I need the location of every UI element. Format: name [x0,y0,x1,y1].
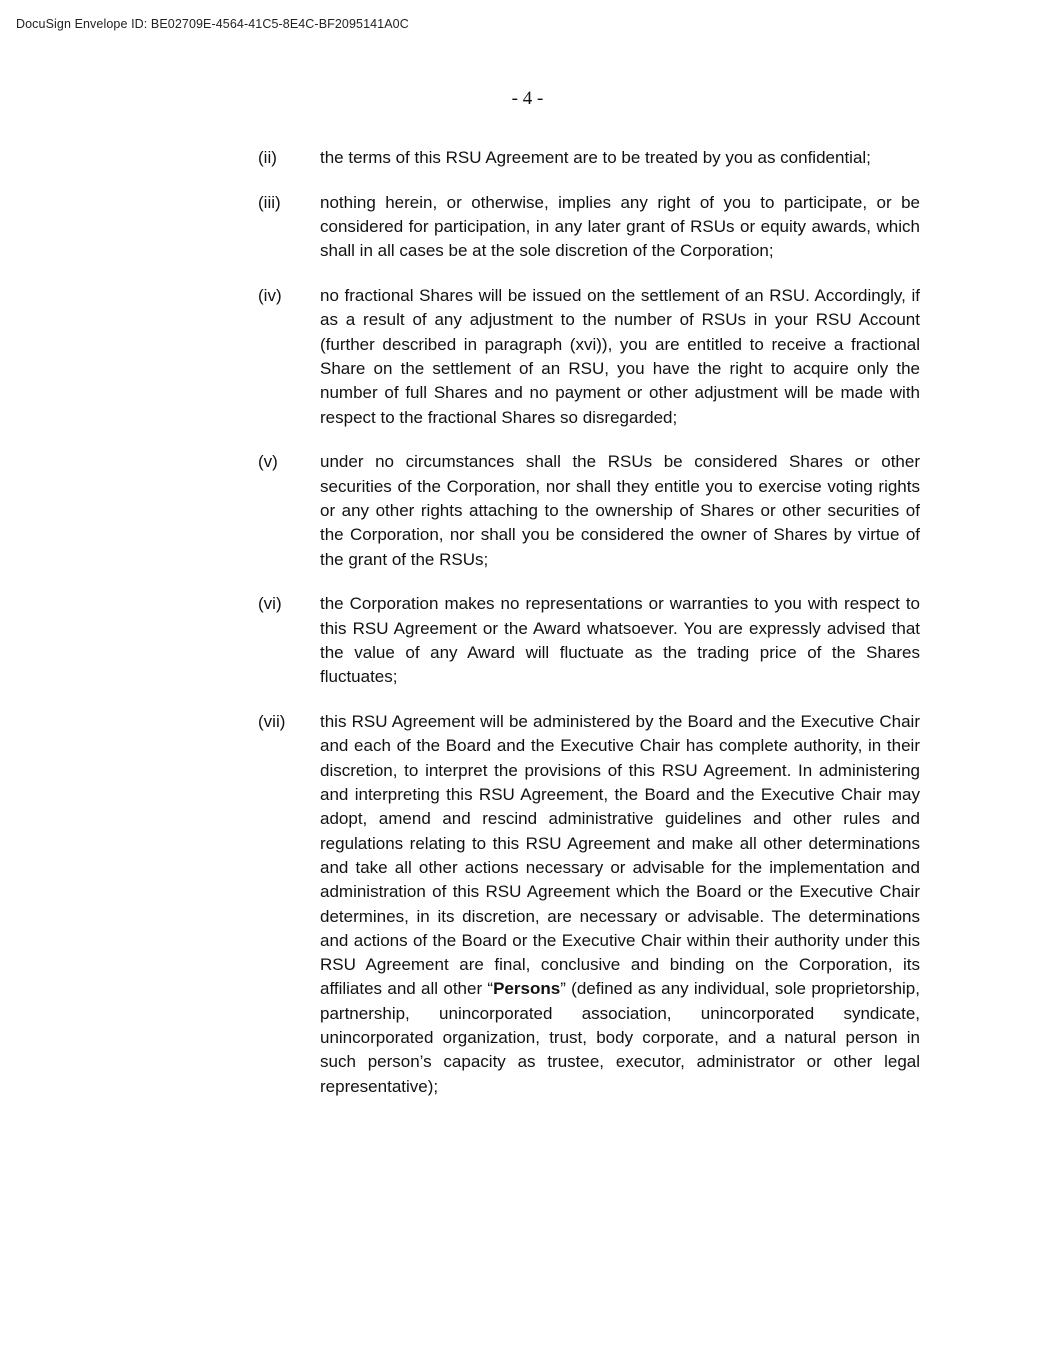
clause-number: (ii) [258,148,277,167]
clause-text: under no circumstances shall the RSUs be considered Shares or other securities of the Corporation, nor shall they entitle you to exercise voting rights or any other rights attaching to the ownership of Shares or other securities of the Corporation, nor shall you be considered the owner of Shares by virtue of the grant of the RSUs; [320,452,920,569]
defined-term-persons: Persons [493,979,561,999]
page-number: - 4 - [511,88,544,109]
clause-text [320,710,920,1099]
clause-text: nothing herein, or otherwise, implies any right of you to participate, or be considered for participation, in any later grant of RSUs or equity awards, which shall in all cases be at the sole discretion of the Corporation; [320,192,920,261]
clause-iii [258,191,920,264]
clause-number: (iii) [258,192,281,212]
clause-number: (v) [258,452,278,472]
clause-number: (iv) [258,286,282,306]
clause-vii [258,710,920,1099]
clause-text: no fractional Shares will be issued on the settlement of an RSU. Accordingly, if as a result of any adjustment to the number of RSUs in your RSU Account (further described in paragraph (xvi)), you are entitled to receive a fractional Share on the settlement of an RSU, you have the right to acquire only the number of full Shares and no payment or other adjustment will be made with respect to the fractional Shares so disregarded; [320,286,920,427]
clause-vi [258,592,920,689]
clause-text-before: this RSU Agreement will be administered by the Board and the Executive Chair and each of the Board and the Executive Chair has complete authority, in their discretion, to interpret the provisions of this RSU Agreement. In administering and interpreting this RSU Agreement, the Board and the Executive Chair may adopt, amend and rescind administrative guidelines and other rules and regulations relating to this RSU Agreement and make all other determinations and take all other actions necessary or advisable for the implementation and administration of this RSU Agreement which the Board or the Executive Chair determines, in its discretion, are necessary or advisable. The determinations and actions of the Board or the Executive Chair within their authority under this RSU Agreement are final, conclusive and binding on the Corporation, its affiliates and all other “ [320,712,920,999]
clause-text: the Corporation makes no representations or warranties to you with respect to this RSU Agreement or the Award whatsoever. You are expressly advised that the value of any Award will fluctuate as the trading price of the Shares fluctuates; [320,594,920,687]
clause-v [258,450,920,571]
docusign-envelope-id: DocuSign Envelope ID: BE02709E-4564-41C5-8E4C-BF2095141A0C [16,17,409,31]
clause-number: (vii) [258,712,286,732]
clause-number: (vi) [258,594,282,614]
clause-text: the terms of this RSU Agreement are to be treated by you as confidential; [320,148,871,167]
clause-ii [258,146,920,170]
clause-iv [258,284,920,430]
clause-text-after: ” (defined as any individual, sole proprietorship, partnership, unincorporated association, unincorporated syndicate, unincorporated organization, trust, body corporate, and a natural person in such person’s capacity as trustee, executor, administrator or other legal representative); [320,979,920,1096]
clause-list [258,146,920,1119]
